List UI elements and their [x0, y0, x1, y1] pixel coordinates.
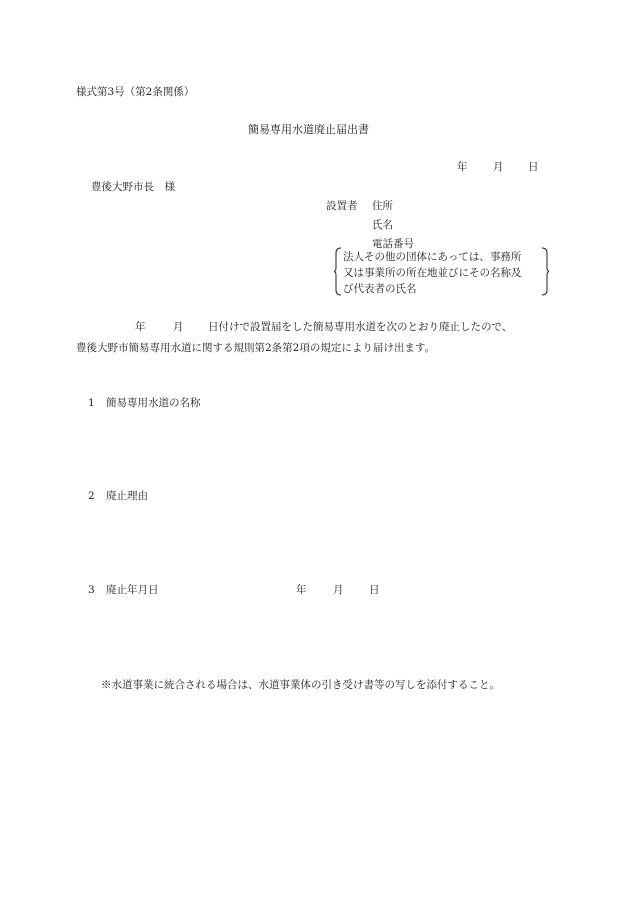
corporate-note-line-3: び代表者の氏名 [343, 283, 417, 295]
item-2-label: 廃止理由 [106, 490, 148, 502]
item-2-number: 2 [88, 490, 95, 502]
date-year-label: 年 [457, 161, 468, 173]
date-day-label: 日 [528, 161, 539, 173]
applicant-address-label: 住所 [372, 200, 393, 212]
item-3-number: 3 [88, 584, 95, 596]
body-line-2: 豊後大野市簡易専用水道に関する規則第2条第2項の規定により届け出ます。 [76, 342, 436, 354]
form-number-label: 様式第3号（第2条関係） [76, 86, 195, 98]
document-title: 簡易専用水道廃止届出書 [248, 123, 369, 136]
applicant-phone-label: 電話番号 [372, 238, 414, 250]
item-3-label: 廃止年月日 [106, 584, 159, 596]
item-1-number: 1 [88, 397, 95, 409]
applicant-role-label: 設置者 [326, 200, 358, 212]
item-3-year-label: 年 [296, 584, 307, 596]
body-month-label: 月 [173, 321, 184, 333]
body-line-1: 日付けで設置届をした簡易専用水道を次のとおり廃止したので、 [208, 321, 513, 333]
item-1-label: 簡易専用水道の名称 [106, 397, 201, 409]
footnote: ※水道事業に統合される場合は、水道事業体の引き受け書等の写しを添付すること。 [101, 679, 500, 691]
item-3-month-label: 月 [333, 584, 344, 596]
corporate-note-bracket [334, 247, 549, 296]
corporate-note-line-1: 法人その他の団体にあっては、事務所 [343, 251, 522, 263]
body-year-label: 年 [135, 321, 146, 333]
corporate-note-line-2: 又は事業所の所在地並びにその名称及 [343, 267, 522, 279]
addressee: 豊後大野市長 様 [91, 181, 175, 193]
date-month-label: 月 [493, 161, 504, 173]
item-3-day-label: 日 [369, 584, 380, 596]
applicant-name-label: 氏名 [372, 219, 393, 231]
